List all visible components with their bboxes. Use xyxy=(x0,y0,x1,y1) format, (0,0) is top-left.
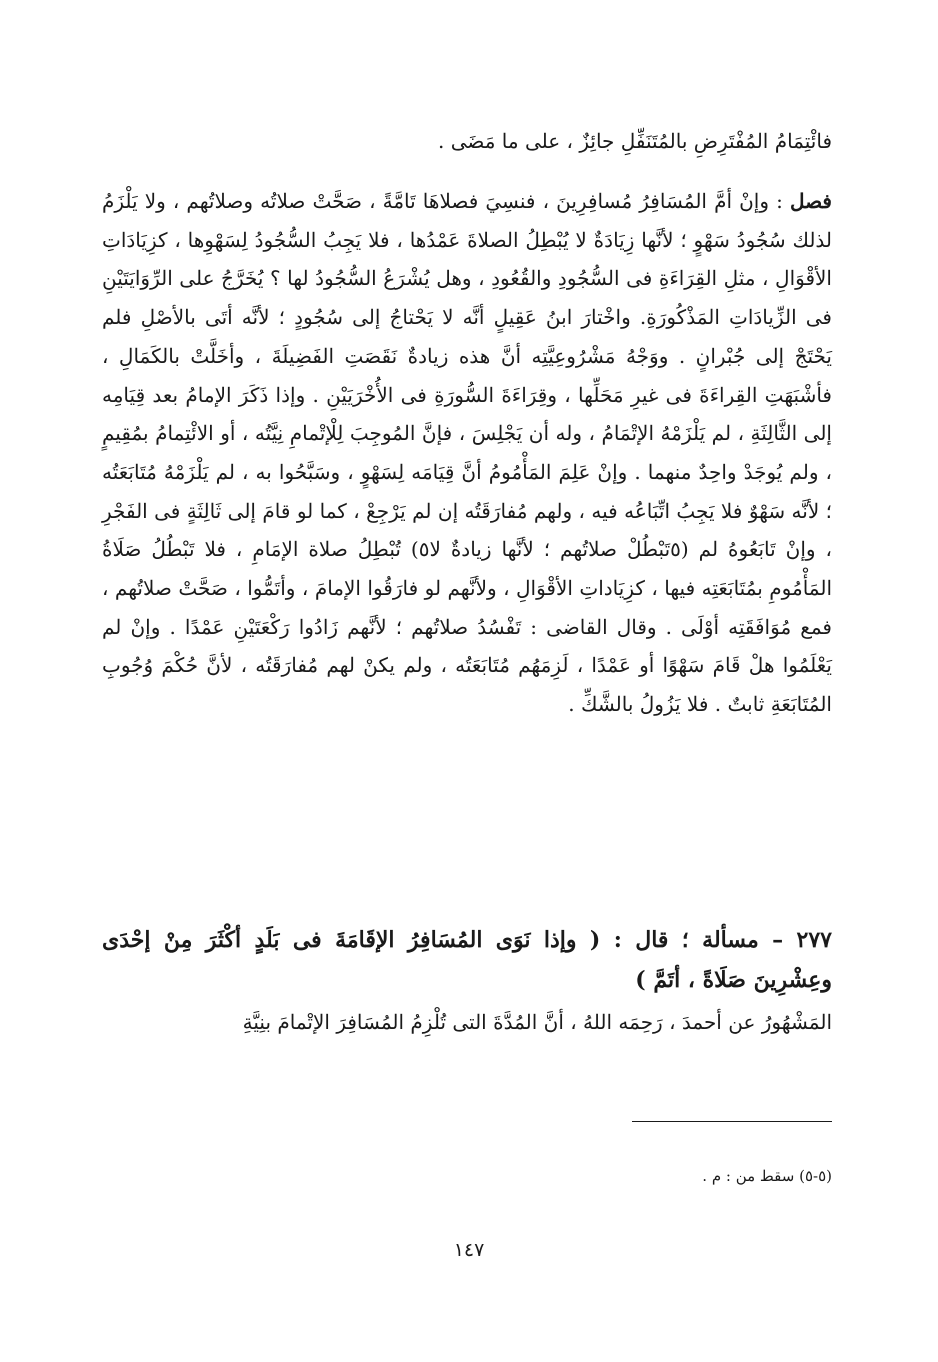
masala-number: ٢٧٧ xyxy=(796,927,832,953)
masala-body-text: المَشْهُورُ عن أحمدَ ، رَحِمَه اللهُ ، أنَّ المُدَّةَ التى تُلْزِمُ المُسَافِرَ الإتْمامَ بنِيَّةِ xyxy=(242,1010,832,1034)
masala-body-paragraph xyxy=(102,1003,832,1042)
masala-heading xyxy=(102,920,832,1000)
footnote-divider xyxy=(632,1121,832,1122)
page-number: ١٤٧ xyxy=(453,1239,485,1261)
continuation-text: فائْتِمَامُ المُفْتَرِضِ بالمُتَنَفِّلِ جائِزٌ ، على ما مَضَى . xyxy=(437,129,832,153)
continuation-paragraph xyxy=(102,122,832,161)
fasl-paragraph xyxy=(102,182,832,724)
masala-text: – مسألة ؛ قال : ( وإذا نَوَى المُسَافِرُ الإقَامَةَ فى بَلَدٍ أكْثَرَ مِنْ إحْدَى وعِشْرِينَ صَلَاةً ، أتَمَّ ) xyxy=(102,927,832,993)
footnote-text: (٥-٥) سقط من : م . xyxy=(702,1167,832,1185)
fasl-text: : وإنْ أمَّ المُسَافِرُ مُسافِرِينَ ، فنسِيَ فصلاهَا تَامَّةً ، صَحَّتْ صلاتُه وصلاتُهم ، ولا يَلْزَمُ لذلك سُجُودُ سَهْوٍ ؛ لأنَّها زِيَادَةٌ لا يُبْطِلُ الصلاةَ عَمْدُها ، فلا يَجِبُ السُّجُودُ لِسَهْوِها ، كزِيَادَاتِ الأقْوَالِ ، مثلِ القِرَاءَةِ فى السُّجُودِ والقُعُودِ ، وهل يُشْرَعُ السُّجُودُ لها ؟ يُخَرَّجُ على الرِّوَايَتَيْنِ فى الزِّيادَاتِ المَذْكُورَةِ. واخْتارَ ابنُ عَقِيلٍ أنَّه لا يَحْتاجُ إلى سُجُودٍ ؛ لأنَّه أتَى بالأصْلِ فلم يَحْتَجْ إلى جُبْرانٍ . ووَجْهُ مَشْرُوعِيَّتِه أنَّ هذه زيادةٌ نَقَصَتِ الفَضِيلَةَ ، وأخَلَّتْ بالكَمَالِ ، فأشْبَهَتِ القِراءَةَ فى غيرِ مَحَلِّها ، وقِرَاءَةَ السُّورَةِ فى الأُخْرَيَيْنِ . وإذا ذَكَرَ الإمامُ بعد قِيَامِه إلى الثَّالِثَةِ ، لم يَلْزَمْهُ الإتْمَامُ ، وله أن يَجْلِسَ ، فإنَّ المُوجِبَ لِلْإتْمامِ نِيَّتُه ، أو الائْتِمامُ بمُقِيمٍ ، ولم يُوجَدْ واحِدٌ منهما . وإنْ عَلِمَ المَأْمُومُ أنَّ قِيَامَه لِسَهْوٍ ، وسَبَّحُوا به ، لم يَلْزَمْهُ مُتَابَعَتُه ؛ لأنَّه سَهْوٌ فلا يَجِبُ اتِّبَاعُه فيه ، ولهم مُفارَقَتُه إن لم يَرْجِعْ ، كما لو قامَ إلى ثَالِثَةٍ فى الفَجْرِ ، وإنْ تَابَعُوهُ لم (٥تَبْطُلْ صلاتُهم ؛ لأنَّها زيادةٌ لا٥) تُبْطِلُ صلاة الإمَامِ ، فلا تَبْطُلُ صَلَاةُ المَأْمُومِ بمُتَابَعَتِه فيها ، كزِيَاداتِ الأقْوَالِ ، ولأنَّهم لو فارَقُوا الإمامَ ، وأتَمُّوا ، صَحَّتْ صلاتُهم ، فمع مُوَافَقَتِه أوْلَى . وقال القاضى : تَفْسُدُ صلاتُهم ؛ لأنَّهم زَادُوا رَكْعَتَيْنِ عَمْدًا . وإنْ لم يَعْلَمُوا هلْ قَامَ سَهْوًا أو عَمْدًا ، لَزِمَهُم مُتَابَعَتُه ، ولم يكنْ لهم مُفارَقَتُه ، لأنَّ حُكْمَ وُجُوبِ المُتَابَعَةِ ثابتٌ . فلا يَزُولُ بالشَّكِّ . xyxy=(102,189,832,717)
fasl-label: فصل xyxy=(789,189,832,213)
footnote xyxy=(432,1165,832,1187)
